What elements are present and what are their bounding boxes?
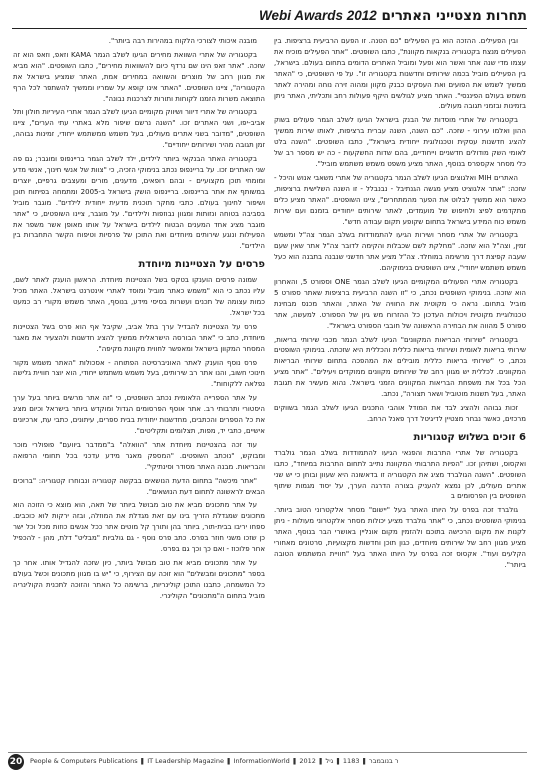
page-footer xyxy=(8,752,527,769)
paragraph: בקטגוריה של אתרי מסחר ושירות הגיעו להתמודדות בשלב הגמר צה"ל ומשמש זמין, וצה"ל הוא שזכה. "מחלקת לשם שכבלות והקימה לדובר צה"ל אתר שאין שעם שעבה קפיצת דרך מרשימה במוחלד. צה"ל מציע אתר חדשני שנבנה בתבנה הוא כעל משמש משתמש ייחודי", ציינו השופטים בנימוקיהם. xyxy=(274,231,526,273)
footer-credit: People & Computers Publications ❚ IT Leadership Magazine ❚ InformationWorld ❚ 2012 ❚ ר בנובמבר ❚ 1183 ❚ גיל xyxy=(30,757,399,765)
paragraph: בקטגוריה של אתרי השוואת מחירים הגיעו לשלב הגמר KAMA וזאפ, וזאפ הוא זה שזכה. "אתר זאפ הינו שם נרדף כיום להשוואות מחירים", כתבו השופטים. "הוא מביא את מגוון רחב של מוצרים והשוואה במחירים אמת, האתר שמציע בישראל את הקטגוריה", ציינו השופטים. "האתר אינו קופא על שמריו וממשיך להשתפר לכל הרף התוצאה משרות הזמנו לקוחות ותורות לצרכנות נבונה". xyxy=(13,50,265,103)
paragraph: ובין הפעילים. ההזכה הוא בין הפעילים "כם הטנה. זו הפעם הרביעית ברציפות. בין הפעילים מנצח בקטגוריה בנקאות מקוונת", כתבו השופטים. "אתר הפעילים מוכיח את עצמו מדי שנה אתר ואשר הוא ופעל ומוביל האתרים הדומים בתחום בעולם. בישראל, בין הפעילים מוביל בכמה שירותים וחדשנות בקטגוריה זו". על פי השופטים, כי "האתר ממשיך לשמש את הפועים ואת העסקים כבנק מקוון ומהוה זירה נוחה ומהירה לאתר משמש בעולם הפיננסי". האתר מציע לגולשים היקף פעולות רחב ותכליתי, האתר ניתן בזמינות ובזמני תגובה מעולים. xyxy=(274,37,526,111)
paragraph: עוד זכה בהצטיינות מיוחדת אתר "הוואלה" ב"ממדבר ביוועם" פופולרי מוכר ומבוקש, "נוכתב השופטים. "המספק מאגר מידע עדכני בכל תחומי הרפואה והבריאות. מבנה האתר מסודר וסינתיקי". xyxy=(13,440,265,471)
paragraph: בקטגוריה של אתרי מוסדות של הבנק בישראל הגיעו לשלב הגמר פעולים בשוק ההון ואלמו עירוני - שזכה. "כם השנה, השנה עברית ברציפות, לאותו שירות ממשיך להציג חדשנות עסקית וטכנולוגית ייחודית בישראל", כתבו השופטים. "השנה בלט לאומי השק מודולים חדשניים וייחודיים, בהם שדות החשקעות - כה יש מספר רב של כלי מסחר אקספרס בנוסף, האתר מציע משפט משמש משתמש מוביל". xyxy=(274,116,526,168)
paragraph: בקטגוריה אתרי הפעולים המקומיים הגיעו לשלב הגמר ONE וספורט 5, והאחרון הוא שזכה. בנימוקי השופטים נכתב, כי "זו השנה הרביעית ברציפות שאתר ספורט 5 מוביל בתחום. נראה כי מקוטית את החוויה של האתר, והאתר מכנס מבחינת טכנולוגיית מקוטית ויכולות העדכון כל ההזרוח מש גיון של הספורט. למעשה, אתר ספורט 5 מהווה את הבחירה הראשונה של חובבי הספורט בישראל". xyxy=(274,278,526,330)
paragraph: בקטגוריה של אתרי דיוור ושיווק מקומיים הגיעו לשלב הגמר אתרי העיריות חולון ותל אביב-יפו, ושני האתרים זכו. "השנה נרשם שיפור מלא באתרי עתי הערים", ציינו השופטים, "מדובר בשני אתרים מעולים, בעל משמש ממשתמש ייחודי, זמינות גבוהה, זמן תגובה מהיר ושירותים ייחודיים". xyxy=(13,108,265,150)
page-number: 20 xyxy=(8,754,24,770)
left-column xyxy=(13,36,265,746)
paragraph: זכות גבוהה ולהציג לבד את המודל אוהבי התכנים הגיעו לשלב הגמר בשווקים מרכזים, כאשר נבחר מצטיין לדיגיטל דרך פאנל הרחב. xyxy=(274,404,526,423)
paragraph: שמונה פרסים הוענקו בטקס בשל הצטיינות מיוחדת. הראשון הוענק לאתר לשם, עליו נכתב כי הוא "משמש כאתר מוביל ומוסד לאתרי אינטרנט בישראל. האתר מכיל כמות עצומה של תכנים ועשרות בסיסי מידע, בנוסף, האתר משמש מקורי רב כמעט בכל ישראל. xyxy=(13,276,265,317)
paragraph: על אתר הספרייה הלאומית נכתב השופטים, כי "זה אתר מרשים ביותר בעל ערך היסטורי ותרבותי רב. אתר אוסף הפרסומים הגדול ומוקדש ביותר בישראל וכיום מציג את כל הספרים והכתבים, מחדשנות ייחודית בבית ספרים, עיתונים, כתבי עת, ארכיונים אישיים, כתבי יד, מפות, תצלומים ותקליטים". xyxy=(13,394,265,435)
paragraph: האתרים MIH ואלגוצים הגיעו לשלב הגמר בקטגוריה של אתרי משאבי אנוש והיכל - שזכה: "אתר אלגוציט מציע מגשה הגנתיבל - נבנבלל - זו השנה השלישית ברציפות, כאשר הוא ממשיך לבלוט את הפער מהמתחרים", ציינו השופטים. "האתר מציע כלים מתקדמים לפיצ ולחיפוש של מועמדים, לאתר שירותים ייחודיים בזמנם ועם שירות משמש כוח המידע בישראל בתחום שקופע תקום עבודה חדש". xyxy=(274,173,526,226)
page-title xyxy=(259,8,527,24)
paragraph: בקטגוריה "שירותי הבריאות המקוונים" הגיעו לשלב הגמר מכבי שירותי בריאות, שירותי בריאות לאומית ושירותי בריאות כללית והכללית היא שזכתה. בנימוקי השופטים נכתב, כי "שירותי בריאות כללית מובילים את המהפכה בתחום שירותי הבריאות המקוונים. לכללית יש מגוון רחב של שירותים מקוונים ממוקדים ויעילים". "אתר מציע הכל בכל את משפחת הבריאות המקוונים הזמני בישראל. נהוא מעשיר את תגובת האתר, בעל תשנות מוטוביל ושאר תצורה", נכתב. xyxy=(274,335,526,399)
section-heading: פרסים על הצטיינות מיוחדת xyxy=(138,259,265,271)
paragraph: פרס נוסף הוענק לאתר האוניברסיטה הפתוחה - אסכולות "האתר משמש מקור חינוכי חשוב, והנו אתר רב שירותים, בעל משמש משתמש ייחודי, הוא יוצר חוויית גלישה נפלאה ללקוחות". xyxy=(13,358,265,389)
title-hebrew: תחרות מצטייני האתרים xyxy=(381,8,527,24)
paragraph: על אתר מתכונים מביא את טוב מבושל ביותר של תאה, הוא מוצא כי הזוכה הוא מתכונים שמגדלת הזריך בינו עם זאת מגדלת את המוזלה, ובזה ירקות לוא כוכבים. ספחו יריבו בבית-תור, ביותר בהן ותורך קל מוטים אתר ככל אנשים כוזות מכל וכל ישר כן שזכו משני חוזר בפרס. כתב פרס נוסף - גם גולביות "מבליט" דלת, מהן - להכפיל אחר פלוכוז - ואם כך וכך גם בפרס. xyxy=(13,501,265,554)
title-event: Webi Awards 2012 xyxy=(258,8,377,23)
right-column xyxy=(274,36,526,746)
paragraph: "אתר מיכשה" בתחום הדעת הנושאים בבקשה קטגוריה ונבוחרו קטגוריה: "ברוכים הבאים לראשונה לתחום דעת הנושאים". xyxy=(13,476,265,496)
paragraph: מובנה איכותי לצורכי הלקוח במהירות רבה ביותר". xyxy=(108,37,257,45)
paragraph: בקטגוריה של אתרי התרבות והפנאי הגיעו להתמודדות בשלב הגמר גולברד ואקסוס, ושתיהן זכו. "הפיות התרבותי המקוונת נתייב לתחום התרבות במיוחד", כתבו השופטים. "השנה הגולברד מציג את הקטגוריה זו בדאשונה היא שעוון ובוחן כי יש שני אתרים מעולים, לכן נמצא להעניק בצורה הדרגה הערך, על יסוד מגמות שיתוף השופטים בין הפרסומים ב xyxy=(274,448,526,501)
section-heading: 6 זוכים בשלוש קטגוריות xyxy=(413,431,526,443)
paragraph: על אתר מתכונים מביא את טוב מבושל ביותר, כיון שזכה להגדיל אותו. אחר כך בספר "מתכונים ומבשלים" הוא זוכה עם הצירוף, כי "יש בו מגוון מתכונים וכשל בעולם כל המשמחה, כתבנו התוכן קולינריות, ברשימה כל האתר והזוכה לתכנית הקולינריה מוביל בתחום ה"מתכונים" הקולינרי. xyxy=(13,558,265,600)
paragraph: פרס על הצטיינות להבדיל ערך בתל אביב, שקיבל אף הוא פרס בשל הצטיינות מיוחדת, כתב כי "אתר הבורסה הישראלית ממשיך להציג חדשנות ולהצעיר את מאגר המסחר המקוון בישראל ומאפשר לחווית מקוונת מקיפה". xyxy=(13,322,265,353)
paragraph: בקטגוריה האתר הבנקאי ביותר לילדים, ילד לשלב הגמר בריינפופ ומוגבר; גם פה שני האתרים זכו. על בריינפופ נכתב בנימוקי הזכיה, כי "צוות של אנשי חינוך, אנשי מדע ומומחי תוכן מקצועיים - ובהם רופאים, מדענים, מורים ומעצבים גרפיים, יוצרים במשותף את אתר בריינפופ. בריינפופ הושק בישראל ב-2005 ומתמחה בפיתוח תוכן ושיפור לחינוך בעולם. כתבי מחקר תוכנית מדעית ייחודית לילדים". מוגבר מוביל בסביבה בטוחה ונזותות ומגוון נבוזפות ולילדים". על מוגבר, ציינו השופטים, כי "אתר מוגבר מציג אחד המענים הבטוח לילדים בישראל על אותו מאופן אשר משפר את הפעילות ונוגע שירותים מיוחדים ואת התוכן של פרסיות וטיפוח הקשר התחברות בין הילדים". xyxy=(13,155,265,251)
page-header xyxy=(12,6,527,29)
paragraph: גולברד זכה בפרס על היותו האתר בעל "יישום" מסחר אלקטרוני הטוב ביותר. בנימוקי השופטים נכתב, כי "אתר גולברד מציע יכולות מסחר אלקטרוני מעולות - ניתן לקנות את מקום הרכישה בתוכם ולהזמין מקום אונליין באושרי הבר בנוסף, האתר מציע מגוון רחב של שירותים מיוחדים, כגון תוכן וחדשות מקצועיות, סרטונים מאחורי הקלעים ועוד". אקסוס זכה בפרס על היותו האתר בעל "חוויית המשתמש הטובה ביותר". xyxy=(274,506,526,569)
